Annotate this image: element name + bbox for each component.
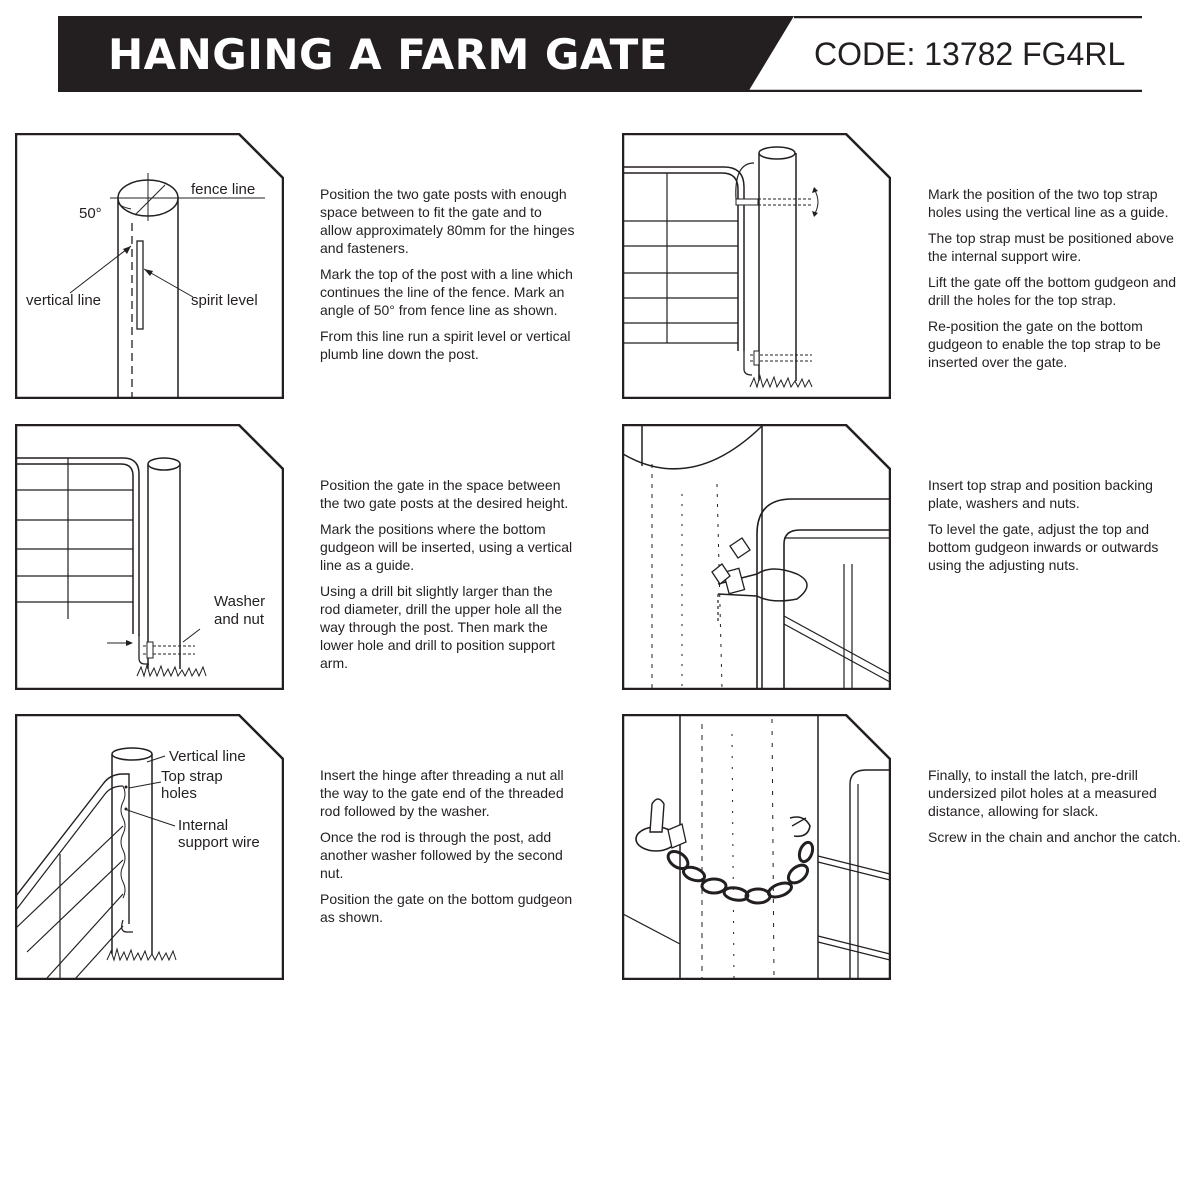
- label-angle: 50°: [79, 205, 102, 222]
- step-5-paragraph: To level the gate, adjust the top and bottom gudgeon inwards or outwards using the adjusting nuts.: [928, 521, 1159, 573]
- step-5-text: [928, 476, 1184, 582]
- backing-plate-illustration: [622, 424, 891, 690]
- step-2-text: [320, 476, 576, 680]
- step-5-illustration: [622, 424, 891, 690]
- step-6-paragraph: Screw in the chain and anchor the catch.: [928, 829, 1181, 845]
- step-3-paragraph: Position the gate on the bottom gudgeon as shown.: [320, 891, 573, 925]
- step-6-illustration: [622, 714, 891, 980]
- step-4-paragraph: Lift the gate off the bottom gudgeon and drill the holes for the top strap.: [928, 274, 1177, 308]
- step-1-illustration: [15, 133, 284, 399]
- label-fence-line: fence line: [191, 181, 256, 198]
- step-4-paragraph: Mark the position of the two top strap holes using the vertical line as a guide.: [928, 186, 1169, 220]
- label-internal: Internal: [178, 817, 229, 834]
- step-4-illustration: [622, 133, 891, 399]
- label-vertical-line: vertical line: [26, 292, 102, 309]
- step-6-text: [928, 766, 1184, 854]
- step-6-paragraph: Finally, to install the latch, pre-drill undersized pilot holes at a measured distance, allowing for slack.: [928, 767, 1157, 819]
- label-spirit-level: spirit level: [191, 292, 258, 309]
- step-5-paragraph: Insert top strap and position backing plate, washers and nuts.: [928, 477, 1153, 511]
- label-support-wire: support wire: [178, 834, 260, 851]
- page-header: [58, 16, 1142, 92]
- label-vertical-line: Vertical line: [169, 748, 246, 765]
- step-2-paragraph: Mark the positions where the bottom gudgeon will be inserted, using a vertical line as a guide.: [320, 521, 573, 573]
- step-1-paragraph: Mark the top of the post with a line which continues the line of the fence. Mark an angle of 50° from fence line as shown.: [320, 266, 573, 318]
- step-4-paragraph: The top strap must be positioned above the internal support wire.: [928, 230, 1174, 264]
- label-top-strap: Top strap: [161, 768, 223, 785]
- step-4-text: [928, 185, 1184, 379]
- step-1-paragraph: From this line run a spirit level or vertical plumb line down the post.: [320, 328, 571, 362]
- step-3-paragraph: Once the rod is through the post, add another washer followed by the second nut.: [320, 829, 563, 881]
- label-holes: holes: [161, 785, 197, 802]
- product-code: CODE: 13782 FG4RL: [814, 36, 1126, 72]
- step-3-paragraph: Insert the hinge after threading a nut all the way to the gate end of the threaded rod followed by the washer.: [320, 767, 564, 819]
- step-1-text: [320, 185, 576, 371]
- step-3-illustration: [15, 714, 284, 980]
- top-strap-illustration: [622, 133, 891, 399]
- gudgeon-illustration: [15, 424, 284, 690]
- latch-chain-illustration: [622, 714, 891, 980]
- step-2-paragraph: Position the gate in the space between the two gate posts at the desired height.: [320, 477, 569, 511]
- step-2-illustration: [15, 424, 284, 690]
- step-4-paragraph: Re-position the gate on the bottom gudgeon to enable the top strap to be inserted over the gate.: [928, 318, 1161, 370]
- label-and-nut: and nut: [214, 611, 265, 628]
- page-title: HANGING A FARM GATE: [108, 30, 668, 79]
- step-1-paragraph: Position the two gate posts with enough space between to fit the gate and to allow approximately 80mm for the hinges and fasteners.: [320, 186, 575, 256]
- post-marking-illustration: [15, 133, 284, 399]
- label-washer: Washer: [214, 593, 266, 610]
- step-2-paragraph: Using a drill bit slightly larger than the rod diameter, drill the upper hole all the way through the post. Then mark the lower hole and drill to position support arm.: [320, 583, 563, 671]
- step-3-text: [320, 766, 576, 934]
